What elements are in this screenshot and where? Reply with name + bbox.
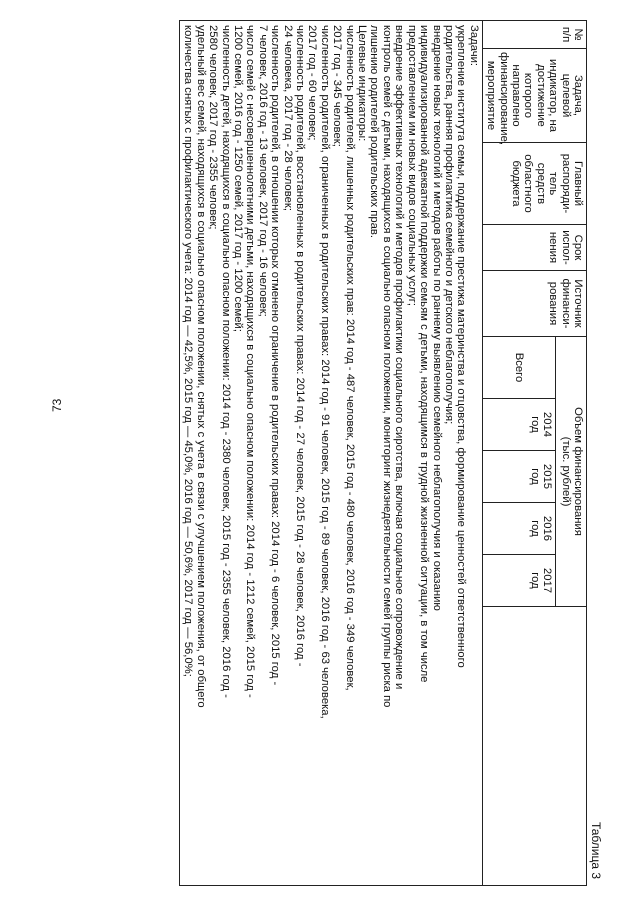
header-main-manager: Главный распоряди- тель средств областного бюджета bbox=[482, 143, 586, 225]
body-line: укрепление института семьи, поддержание престижа материнства и отцовства, формирование ценностей ответственного bbox=[455, 25, 468, 668]
header-total: Всего bbox=[482, 337, 555, 399]
header-2017: 2017 год bbox=[482, 555, 555, 607]
tasks-and-indicators-cell bbox=[180, 21, 483, 886]
body-line: контроль семей с детьми, находящихся в социально опасном положении, мониторинг жизнедеятельности семей группы риска по bbox=[380, 25, 393, 708]
header-empty-cell bbox=[482, 607, 586, 886]
body-line: внедрение новых технологий и методов работы по раннему выявлению семейного неблагополучия и оказанию bbox=[430, 25, 443, 611]
body-line: 1200 семей, 2016 год - 1250 семей, 2017 год - 1200 семей; bbox=[232, 25, 245, 332]
body-line: 2017 год - 345 человек; bbox=[331, 25, 344, 147]
body-line: численность родителей, ограниченных в родительских правах: 2014 год - 91 человек, 2015 год - 89 человек, 2016 год - 63 человека, bbox=[318, 25, 331, 719]
header-term: Срок испол- нения bbox=[482, 225, 586, 271]
header-volume: Объем финансирования (тыс. рублей) bbox=[556, 337, 587, 607]
body-line: родительства, ранняя профилактика семейного и детского неблагополучия; bbox=[442, 25, 455, 425]
body-line: количества снятых с профилактического учета: 2014 год — 42,5%, 2015 год — 45,0%, 2016 год — 50,6%, 2017 год — 56,0%; bbox=[182, 25, 195, 677]
header-source: Источник финанси- рования bbox=[482, 271, 586, 337]
page-number: 73 bbox=[50, 398, 64, 412]
body-row bbox=[180, 21, 483, 886]
body-line: Целевые индикаторы: bbox=[356, 25, 369, 142]
body-line: 2580 человек, 2017 год - 2355 человек; bbox=[207, 25, 220, 230]
body-line: предоставлением им новых видов социальных услуг; bbox=[405, 25, 418, 307]
table-label: Таблица 3 bbox=[589, 821, 603, 879]
header-task: Задача, целевой индикатор, на достижение которого направлено финансирование, мероприятие bbox=[482, 49, 586, 143]
rotated-table-page bbox=[183, 20, 603, 885]
body-line: число семей с несовершеннолетними детьми, находящихся в социально опасном положении: 2014 год - 1212 семей, 2015 год - bbox=[244, 25, 257, 698]
body-line: лишению родителей родительских прав. bbox=[368, 25, 381, 239]
header-2016: 2016 год bbox=[482, 503, 555, 555]
tasks-and-indicators-text bbox=[182, 25, 480, 881]
body-line: 2017 год - 60 человек; bbox=[306, 25, 319, 141]
body-line: индивидуализированной адекватной поддержки семьям с детьми, находящимся в трудной жизненной ситуации, в том числе bbox=[418, 25, 431, 683]
header-row-1 bbox=[556, 21, 587, 886]
body-line: численность родителей, восстановленных в родительских правах: 2014 год - 27 человек, 2015 год - 28 человек, 2016 год - bbox=[294, 25, 307, 667]
body-line: Задачи: bbox=[467, 25, 480, 67]
financing-table bbox=[179, 20, 587, 886]
body-line: 7 человек, 2016 год - 13 человек, 2017 год - 16 человек; bbox=[256, 25, 269, 317]
body-line: численность родителей, в отношении которых отменено ограничение в родительских правах: 2014 год - 6 человек, 2015 год - bbox=[269, 25, 282, 686]
header-2015: 2015 год bbox=[482, 451, 555, 503]
body-line: удельный вес семей, находящихся в социально опасном положении, снятых с учета в связи с улучшением положения, от общего bbox=[194, 25, 207, 708]
body-line: численность родителей, лишенных родительских прав: 2014 год - 487 человек, 2015 год - 480 человек, 2016 год - 349 человек, bbox=[343, 25, 356, 691]
header-2014: 2014 год bbox=[482, 399, 555, 451]
header-num: № п/п bbox=[482, 21, 586, 49]
body-line: внедрение эффективных технологий и методов профилактики социального сиротства, включая социальное сопровождение и bbox=[393, 25, 406, 690]
body-line: численность детей, находящихся в социально опасном положении: 2014 год - 2380 человек, 2015 год - 2355 человек, 2016 год - bbox=[219, 25, 232, 698]
body-line: 24 человека, 2017 год - 28 человек; bbox=[281, 25, 294, 211]
